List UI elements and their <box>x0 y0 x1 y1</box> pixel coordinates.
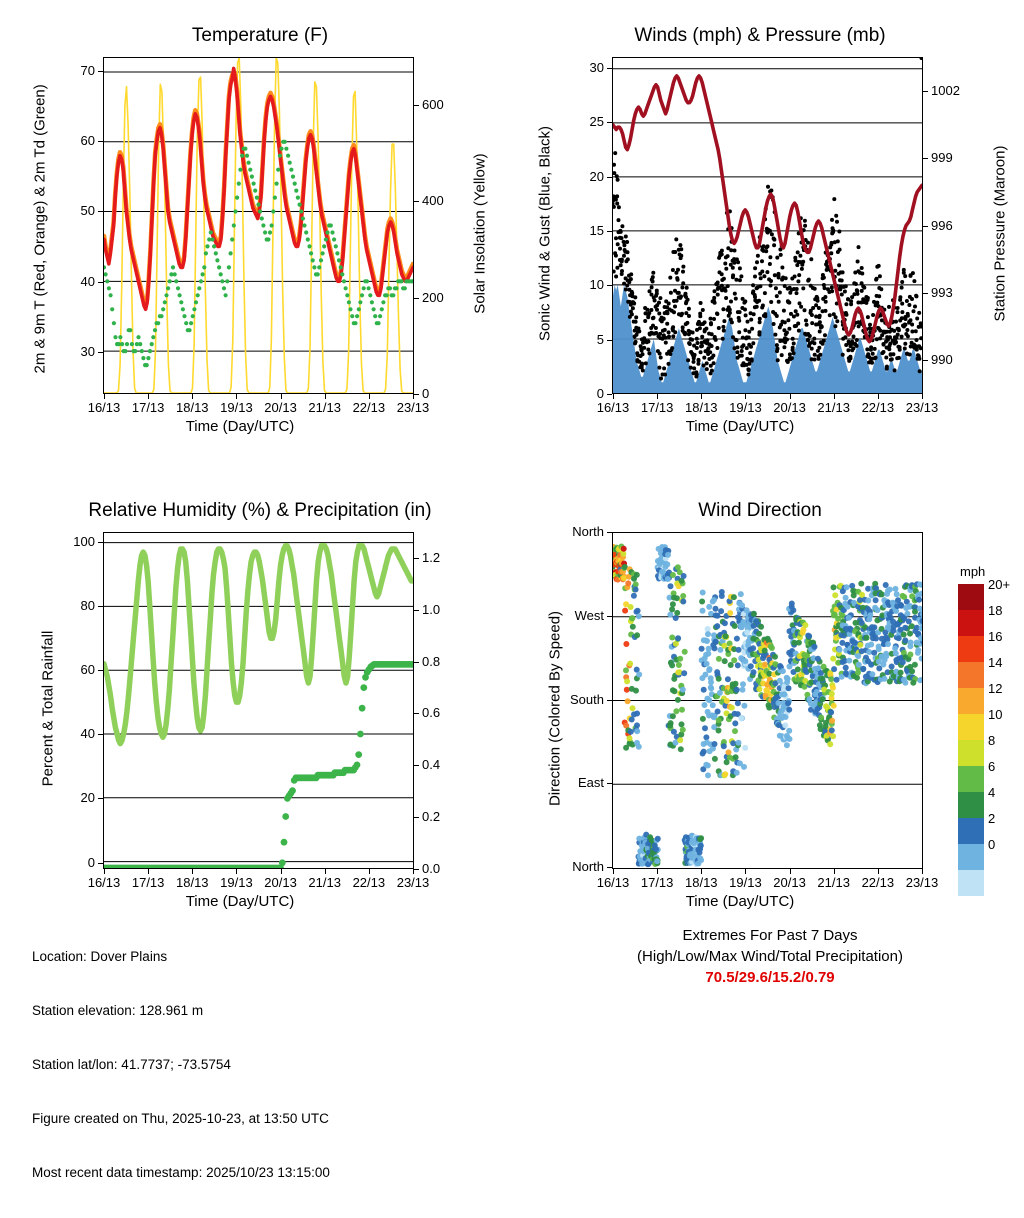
y-tick-mark <box>98 352 103 353</box>
wind-direction-xlabel: Time (Day/UTC) <box>685 893 795 910</box>
temperature-xlabel: Time (Day/UTC) <box>185 418 295 435</box>
meta-timestamp: Most recent data timestamp: 2025/10/23 13:15:00 <box>32 1165 330 1180</box>
x-tick-mark <box>104 394 105 399</box>
legend-swatch <box>958 870 984 896</box>
x-tick-mark <box>745 394 746 399</box>
x-tick-mark <box>369 394 370 399</box>
y-tick-label: West <box>574 607 604 623</box>
temperature-ylabel: 2m & 9m T (Red, Orange) & 2m Td (Green) <box>31 84 49 374</box>
y-tick-mark <box>414 201 419 202</box>
meta-block <box>32 912 330 1218</box>
x-tick-mark <box>834 869 835 874</box>
meta-latlon: Station lat/lon: 41.7737; -73.5754 <box>32 1057 231 1072</box>
meta-elevation: Station elevation: 128.961 m <box>32 1003 204 1018</box>
extremes-block <box>580 925 960 988</box>
x-tick-label: 21/13 <box>817 400 850 415</box>
legend-label: 16 <box>988 629 1003 644</box>
x-tick-mark <box>657 869 658 874</box>
temperature-plot <box>103 57 414 394</box>
x-tick-mark <box>148 869 149 874</box>
x-tick-label: 18/13 <box>176 875 209 890</box>
y-tick-mark <box>414 765 419 766</box>
legend-swatch <box>958 740 984 766</box>
winds-ylabel: Sonic Wind & Gust (Blue, Black) <box>536 125 554 342</box>
y-tick-label: 993 <box>931 284 953 300</box>
y-tick-mark <box>607 285 612 286</box>
legend-label: 8 <box>988 733 996 748</box>
humidity-xlabel: Time (Day/UTC) <box>185 893 295 910</box>
y-tick-mark <box>98 211 103 212</box>
y-tick-label: 0.6 <box>422 705 441 721</box>
legend-swatch <box>958 636 984 662</box>
x-tick-mark <box>192 869 193 874</box>
y-tick-mark <box>414 817 419 818</box>
x-tick-mark <box>613 869 614 874</box>
legend-swatch <box>958 610 984 636</box>
y-tick-label: 60 <box>80 662 95 677</box>
x-tick-mark <box>236 394 237 399</box>
legend-swatch <box>958 584 984 610</box>
winds-ylabel-right: Station Pressure (Maroon) <box>991 145 1009 322</box>
wind-direction-plot <box>612 532 923 869</box>
y-tick-label: 1.2 <box>422 549 441 565</box>
y-tick-mark <box>98 542 103 543</box>
legend-label: 2 <box>988 811 996 826</box>
y-tick-label: 0 <box>87 854 95 870</box>
legend-swatch <box>958 844 984 870</box>
x-tick-mark <box>613 394 614 399</box>
x-tick-mark <box>878 394 879 399</box>
y-tick-mark <box>414 713 419 714</box>
humidity-plot <box>103 532 414 869</box>
y-tick-mark <box>607 122 612 123</box>
y-tick-mark <box>607 340 612 341</box>
x-tick-label: 23/13 <box>905 875 939 890</box>
y-tick-mark <box>414 869 419 870</box>
x-tick-label: 18/13 <box>685 400 718 415</box>
y-tick-label: 100 <box>73 533 95 549</box>
x-tick-label: 16/13 <box>87 400 121 415</box>
legend-swatch <box>958 766 984 792</box>
x-tick-label: 17/13 <box>131 400 165 415</box>
y-tick-label: 50 <box>80 203 95 219</box>
wind-direction-title: Wind Direction <box>698 500 822 521</box>
y-tick-mark <box>414 662 419 663</box>
y-tick-label: 1.0 <box>422 601 441 617</box>
x-tick-mark <box>192 394 193 399</box>
y-tick-mark <box>98 606 103 607</box>
x-tick-label: 16/13 <box>596 875 630 890</box>
extremes-subheading: (High/Low/Max Wind/Total Precipitation) <box>637 948 903 965</box>
y-tick-label: 25 <box>589 114 604 130</box>
y-tick-mark <box>607 231 612 232</box>
y-tick-mark <box>923 91 928 92</box>
x-tick-label: 20/13 <box>264 875 297 890</box>
y-tick-mark <box>923 293 928 294</box>
x-tick-mark <box>834 394 835 399</box>
legend-label: 18 <box>988 603 1003 618</box>
y-tick-label: 999 <box>931 150 953 166</box>
x-tick-mark <box>701 869 702 874</box>
winds-xlabel: Time (Day/UTC) <box>685 418 795 435</box>
x-tick-mark <box>325 869 326 874</box>
y-tick-label: South <box>570 691 604 707</box>
winds-title: Winds (mph) & Pressure (mb) <box>634 25 886 46</box>
temperature-ylabel-right: Solar Insolation (Yellow) <box>471 153 489 314</box>
y-tick-label: 200 <box>422 289 444 305</box>
y-tick-mark <box>607 783 612 784</box>
y-tick-label: 400 <box>422 193 444 209</box>
y-tick-label: 10 <box>589 277 604 293</box>
legend-label: 12 <box>988 681 1003 696</box>
y-tick-label: 0 <box>422 386 430 401</box>
humidity-title: Relative Humidity (%) & Precipitation (in) <box>88 500 432 521</box>
x-tick-mark <box>104 869 105 874</box>
y-tick-mark <box>98 798 103 799</box>
y-tick-mark <box>923 158 928 159</box>
x-tick-mark <box>281 394 282 399</box>
x-tick-label: 20/13 <box>264 400 297 415</box>
legend-swatch <box>958 714 984 740</box>
y-tick-label: 30 <box>80 343 95 359</box>
x-tick-mark <box>878 869 879 874</box>
y-tick-label: 0.4 <box>422 757 441 773</box>
y-tick-mark <box>607 616 612 617</box>
x-tick-label: 17/13 <box>640 875 674 890</box>
y-tick-mark <box>98 141 103 142</box>
winds-plot <box>612 57 923 394</box>
x-tick-label: 22/13 <box>861 400 895 415</box>
x-tick-label: 17/13 <box>131 875 165 890</box>
y-tick-mark <box>414 610 419 611</box>
x-tick-mark <box>922 394 923 399</box>
x-tick-mark <box>790 394 791 399</box>
x-tick-mark <box>325 394 326 399</box>
legend-swatch <box>958 818 984 844</box>
y-tick-label: 0.0 <box>422 861 441 876</box>
meta-location: Location: Dover Plains <box>32 949 168 964</box>
y-tick-label: 996 <box>931 217 953 233</box>
x-tick-label: 22/13 <box>352 400 386 415</box>
y-tick-mark <box>607 867 612 868</box>
x-tick-label: 23/13 <box>396 875 430 890</box>
x-tick-label: 21/13 <box>308 875 341 890</box>
legend-label: 10 <box>988 707 1003 722</box>
x-tick-label: 18/13 <box>685 875 718 890</box>
x-tick-label: 23/13 <box>396 400 430 415</box>
humidity-ylabel: Percent & Total Rainfall <box>39 630 57 787</box>
y-tick-mark <box>98 863 103 864</box>
x-tick-label: 23/13 <box>905 400 939 415</box>
y-tick-mark <box>607 177 612 178</box>
x-tick-label: 20/13 <box>773 400 806 415</box>
x-tick-mark <box>281 869 282 874</box>
y-tick-mark <box>607 532 612 533</box>
y-tick-mark <box>414 558 419 559</box>
x-tick-mark <box>369 869 370 874</box>
x-tick-label: 19/13 <box>729 400 762 415</box>
y-tick-label: 80 <box>80 597 95 613</box>
x-tick-mark <box>236 869 237 874</box>
legend-swatch <box>958 662 984 688</box>
legend-label: 4 <box>988 785 996 800</box>
legend-label: 14 <box>988 655 1003 670</box>
y-tick-mark <box>607 68 612 69</box>
y-tick-mark <box>414 298 419 299</box>
y-tick-mark <box>414 394 419 395</box>
y-tick-mark <box>98 282 103 283</box>
y-tick-label: North <box>572 859 604 874</box>
x-tick-label: 17/13 <box>640 400 674 415</box>
y-tick-label: 20 <box>589 168 604 184</box>
y-tick-label: 15 <box>589 222 604 238</box>
wind-direction-ylabel: Direction (Colored By Speed) <box>546 610 564 807</box>
y-tick-label: 40 <box>80 273 95 289</box>
legend-title: mph <box>960 564 986 579</box>
y-tick-label: 20 <box>80 790 95 806</box>
y-tick-mark <box>607 700 612 701</box>
y-tick-label: East <box>577 775 604 791</box>
y-tick-label: 0 <box>596 386 604 401</box>
extremes-heading: Extremes For Past 7 Days <box>682 927 858 944</box>
x-tick-mark <box>148 394 149 399</box>
meta-created: Figure created on Thu, 2025-10-23, at 13:50 UTC <box>32 1111 329 1126</box>
x-tick-label: 19/13 <box>220 400 253 415</box>
y-tick-label: 40 <box>80 726 95 742</box>
x-tick-label: 21/13 <box>817 875 850 890</box>
y-tick-label: 70 <box>80 63 95 79</box>
y-tick-label: 30 <box>589 59 604 75</box>
legend-label: 6 <box>988 759 996 774</box>
y-tick-mark <box>98 670 103 671</box>
legend-swatch <box>958 688 984 714</box>
x-tick-label: 20/13 <box>773 875 806 890</box>
y-tick-mark <box>98 734 103 735</box>
y-tick-label: 600 <box>422 97 444 113</box>
legend-label: 20+ <box>988 577 1011 592</box>
y-tick-mark <box>607 394 612 395</box>
x-tick-label: 19/13 <box>220 875 253 890</box>
x-tick-label: 19/13 <box>729 875 762 890</box>
y-tick-label: 5 <box>596 331 604 347</box>
x-tick-label: 21/13 <box>308 400 341 415</box>
x-tick-label: 16/13 <box>87 875 121 890</box>
y-tick-mark <box>98 71 103 72</box>
y-tick-mark <box>414 105 419 106</box>
x-tick-mark <box>922 869 923 874</box>
y-tick-mark <box>923 360 928 361</box>
x-tick-label: 22/13 <box>352 875 386 890</box>
legend-swatch <box>958 792 984 818</box>
extremes-values: 70.5/29.6/15.2/0.79 <box>705 969 835 986</box>
y-tick-label: North <box>572 524 604 539</box>
y-tick-label: 60 <box>80 133 95 149</box>
y-tick-label: 990 <box>931 352 953 368</box>
x-tick-mark <box>745 869 746 874</box>
y-tick-mark <box>923 226 928 227</box>
x-tick-label: 16/13 <box>596 400 630 415</box>
temperature-title: Temperature (F) <box>191 25 329 46</box>
y-tick-label: 0.8 <box>422 653 441 669</box>
y-tick-label: 0.2 <box>422 809 441 825</box>
x-tick-mark <box>657 394 658 399</box>
x-tick-label: 18/13 <box>176 400 209 415</box>
legend-label: 0 <box>988 837 996 852</box>
x-tick-mark <box>701 394 702 399</box>
x-tick-mark <box>790 869 791 874</box>
y-tick-label: 1002 <box>931 82 960 98</box>
x-tick-label: 22/13 <box>861 875 895 890</box>
